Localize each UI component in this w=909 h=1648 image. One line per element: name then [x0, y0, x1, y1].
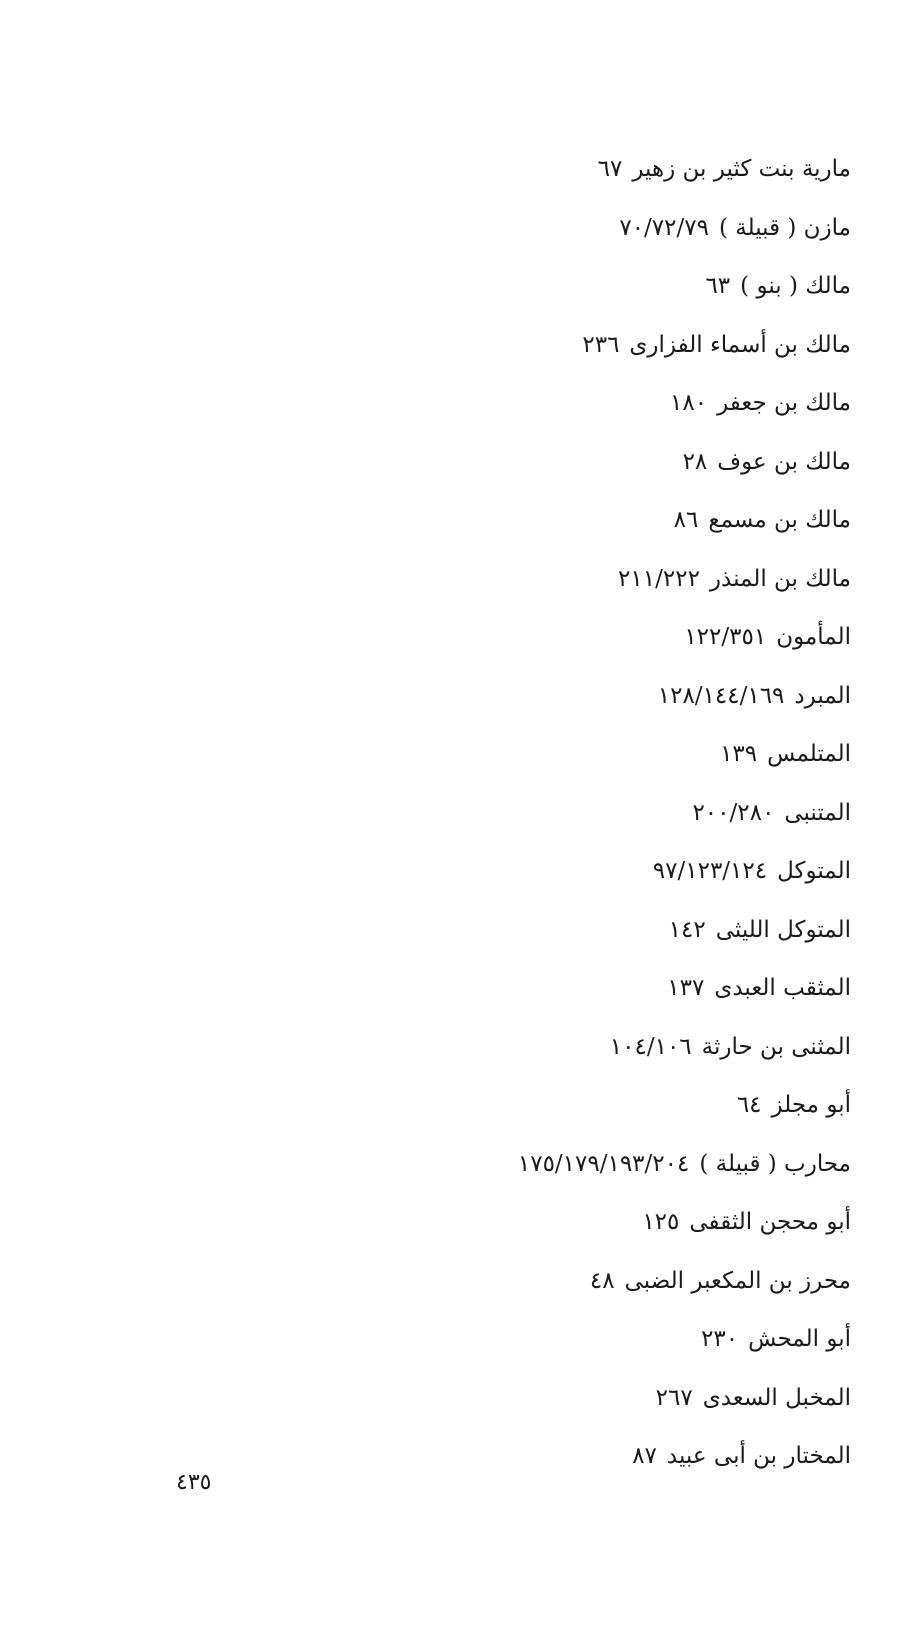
entry-name: مالك بن المنذر — [709, 565, 851, 592]
entry-name: أبو محجن الثقفى — [689, 1209, 851, 1235]
entry-name: مالك بن جعفر — [717, 390, 851, 416]
entry-name: المختار بن أبى عبيد — [666, 1443, 851, 1469]
index-entry — [331, 433, 851, 492]
entry-pages: ٢٦٧ — [655, 1384, 693, 1411]
entry-name: المثنى بن حارثة — [701, 1033, 851, 1060]
index-entry — [331, 1427, 851, 1486]
index-entry — [331, 1252, 851, 1311]
entry-pages: ٤٨ — [589, 1267, 615, 1294]
entry-pages: ٨٦ — [673, 507, 699, 533]
index-entry — [331, 1369, 851, 1428]
entry-pages: ٦٣ — [705, 273, 731, 299]
entry-pages: ١٣٧ — [667, 975, 705, 1001]
index-entry — [331, 784, 851, 843]
index-entry — [331, 901, 851, 960]
entry-pages: ١٢٢/٣٥١ — [684, 624, 767, 650]
index-entry — [331, 199, 851, 258]
entry-pages: ١٠٤/١٠٦ — [609, 1033, 692, 1060]
entry-name: مالك بن عوف — [717, 448, 851, 475]
entry-pages: ٩٧/١٢٣/١٢٤ — [652, 858, 768, 884]
index-entry — [331, 491, 851, 550]
name-index-list — [331, 140, 851, 1486]
entry-name: المتلمس — [767, 741, 851, 767]
entry-pages: ١٤٢ — [668, 916, 706, 943]
entry-pages: ١٢٥ — [642, 1209, 680, 1235]
entry-name: مازن ( قبيلة ) — [718, 214, 851, 241]
entry-name: أبو مجلز — [771, 1092, 851, 1118]
entry-pages: ٢٠٠/٢٨٠ — [692, 799, 775, 826]
index-entry — [331, 1018, 851, 1077]
index-entry — [331, 374, 851, 433]
entry-name: المخبل السعدى — [702, 1384, 851, 1411]
index-entry — [331, 1310, 851, 1369]
index-entry — [331, 667, 851, 726]
entry-name: أبو المحش — [748, 1326, 851, 1352]
index-entry — [331, 316, 851, 375]
index-entry — [331, 550, 851, 609]
entry-name: مارية بنت كثير بن زهير — [632, 156, 851, 182]
index-entry — [331, 1193, 851, 1252]
entry-name: محرز بن المكعبر الضبى — [624, 1267, 851, 1294]
entry-pages: ٢٣٦ — [582, 331, 620, 358]
index-entry — [331, 842, 851, 901]
entry-name: المتنبى — [784, 799, 851, 826]
entry-pages: ٧٠/٧٢/٧٩ — [619, 214, 709, 241]
entry-name: المأمون — [776, 624, 851, 650]
index-entry — [331, 725, 851, 784]
entry-pages: ٢١١/٢٢٢ — [618, 565, 700, 592]
entry-name: مالك بن مسمع — [708, 507, 851, 533]
entry-name: محارب ( قبيلة ) — [699, 1150, 851, 1177]
index-entry — [331, 608, 851, 667]
entry-name: المثقب العبدى — [714, 975, 851, 1001]
entry-pages: ٦٧ — [597, 156, 623, 182]
page-number: ٤٣٥ — [176, 1470, 212, 1495]
entry-pages: ٢٨ — [682, 448, 708, 475]
entry-name: المبرد — [794, 682, 851, 709]
entry-pages: ١٧٥/١٧٩/١٩٣/٢٠٤ — [517, 1150, 690, 1177]
index-entry — [331, 1076, 851, 1135]
index-entry — [331, 959, 851, 1018]
entry-name: المتوكل الليثى — [715, 916, 851, 943]
entry-name: المتوكل — [777, 858, 851, 884]
entry-pages: ١٣٩ — [720, 741, 758, 767]
entry-pages: ٨٧ — [632, 1443, 657, 1469]
entry-name: مالك ( بنو ) — [740, 273, 851, 299]
entry-pages: ١٨٠ — [670, 390, 708, 416]
index-entry — [331, 1135, 851, 1194]
entry-pages: ٦٤ — [736, 1092, 762, 1118]
entry-name: مالك بن أسماء الفزارى — [629, 331, 851, 358]
index-entry — [331, 257, 851, 316]
entry-pages: ٢٣٠ — [701, 1326, 739, 1352]
index-entry — [331, 140, 851, 199]
entry-pages: ١٢٨/١٤٤/١٦٩ — [657, 682, 785, 709]
